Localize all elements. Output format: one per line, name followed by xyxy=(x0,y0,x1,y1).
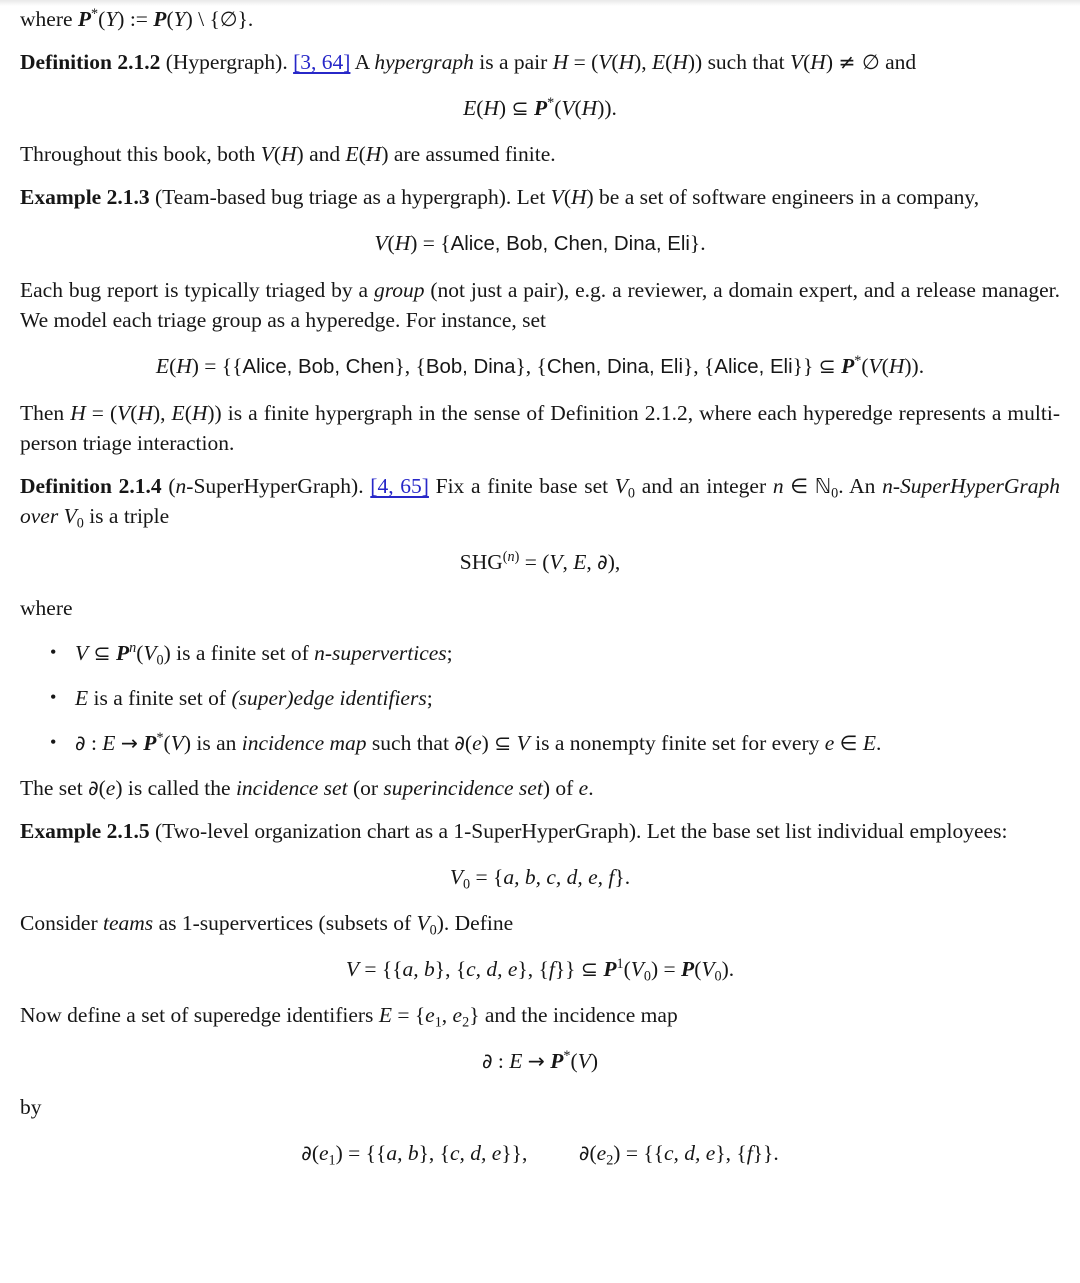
text-segment: e xyxy=(824,731,835,755)
text-segment: → xyxy=(120,731,138,755)
text-segment: = ( xyxy=(519,550,550,574)
text-segment: superincidence set xyxy=(383,776,543,800)
text-segment: V xyxy=(416,911,430,935)
citation-link[interactable]: [4, 65] xyxy=(370,474,429,498)
text-segment: Alice, Bob, Chen xyxy=(242,356,395,378)
text-segment: V xyxy=(701,957,715,981)
eq-base-set xyxy=(20,862,1060,892)
text-segment: ℕ xyxy=(814,474,832,498)
text-segment: such that xyxy=(366,731,455,755)
text-segment: ( xyxy=(98,7,106,31)
text-segment: 0 xyxy=(463,876,471,893)
eq-incidence-values xyxy=(20,1138,1060,1168)
bug-triage-para xyxy=(20,275,1060,335)
text-segment: H xyxy=(888,354,905,378)
text-segment: V xyxy=(614,474,628,498)
text-segment: E xyxy=(345,142,359,166)
text-segment: c, d, e xyxy=(663,1141,716,1165)
bullet-text xyxy=(75,686,433,710)
text-segment: (Team-based bug triage as a hypergraph). Let xyxy=(149,185,551,209)
definition-2-1-4 xyxy=(20,471,1060,531)
text-segment: P xyxy=(143,731,157,755)
text-segment: (or xyxy=(347,776,384,800)
text-segment: V xyxy=(345,957,359,981)
text-segment: ( xyxy=(574,96,582,120)
text-segment: ( xyxy=(166,7,174,31)
text-segment: Alice, Bob, Chen, Dina, Eli xyxy=(450,233,690,255)
text-segment: ( xyxy=(464,731,473,755)
text-segment: n-supervertices xyxy=(314,641,447,665)
text-segment: P xyxy=(550,1049,564,1073)
text-segment: E xyxy=(573,550,587,574)
text-segment: ) = { xyxy=(410,231,451,255)
text-segment: ). xyxy=(721,957,735,981)
text-segment: is a nonempty finite set for every xyxy=(529,731,825,755)
text-segment: n-SuperHyperGraph over xyxy=(20,474,1061,528)
text-segment: ⊆ xyxy=(818,354,836,378)
text-segment: E xyxy=(463,96,477,120)
text-segment: )) is a finite hypergraph in the sense of Definition 2.1.2, where each hyperedge represents a multi-person triage interaction. xyxy=(20,401,1060,455)
text-segment: 0 xyxy=(156,652,164,669)
text-segment: )). xyxy=(904,354,925,378)
text-segment: ) xyxy=(498,96,512,120)
text-segment: )). xyxy=(597,96,617,120)
text-segment: E xyxy=(378,1003,392,1027)
text-segment: 0 xyxy=(76,515,84,532)
definition-2-1-2 xyxy=(20,47,1060,77)
text-segment: ( xyxy=(130,401,138,425)
text-segment: H xyxy=(365,142,382,166)
text-segment: ( xyxy=(169,354,177,378)
bullet-incidence-map xyxy=(48,728,1060,758)
text-segment: ( xyxy=(358,142,366,166)
text-segment: ⊆ xyxy=(580,957,598,981)
eq-vertex-set xyxy=(20,228,1060,259)
text-segment: ( xyxy=(163,731,171,755)
text-segment: }, { xyxy=(394,354,426,378)
text-segment: V xyxy=(143,641,157,665)
text-segment: = {{ xyxy=(358,957,403,981)
text-segment: P xyxy=(153,7,167,31)
text-segment: V xyxy=(374,231,388,255)
text-segment: f xyxy=(746,1141,753,1165)
text-segment: 1 xyxy=(616,956,624,973)
text-segment: Bob, Dina xyxy=(425,356,516,378)
text-segment: ( xyxy=(161,474,176,498)
text-segment: V xyxy=(549,550,563,574)
text-segment: }}. xyxy=(752,1141,779,1165)
text-segment: ∂ xyxy=(88,776,99,800)
text-segment: , xyxy=(586,550,598,574)
text-segment: where xyxy=(20,7,78,31)
bullet-edge-identifiers xyxy=(48,683,1060,713)
text-segment: ∅ xyxy=(219,7,238,31)
text-segment: V xyxy=(170,731,184,755)
text-segment: ( xyxy=(623,957,631,981)
incidence-set-para xyxy=(20,773,1060,803)
text-segment: (super)edge identifiers xyxy=(231,686,427,710)
text-segment: ; xyxy=(426,686,433,710)
text-segment: ( xyxy=(881,354,889,378)
text-segment: Chen, Dina, Eli xyxy=(546,356,683,378)
text-segment: E xyxy=(171,401,185,425)
text-segment: ( xyxy=(861,354,869,378)
text-segment: (Hypergraph). xyxy=(160,50,294,74)
consider-teams-para xyxy=(20,908,1060,938)
text-segment: . xyxy=(588,776,594,800)
eq-shg-triple xyxy=(20,547,1060,577)
text-segment: ( xyxy=(98,776,106,800)
text-segment: V xyxy=(789,50,804,74)
text-segment: n xyxy=(507,549,515,566)
text-segment: ) is called the xyxy=(115,776,236,800)
citation-link[interactable]: [3, 64] xyxy=(293,50,351,74)
text-segment: E xyxy=(102,731,116,755)
text-segment: )) such that xyxy=(687,50,790,74)
text-segment: H xyxy=(618,50,635,74)
text-segment: . xyxy=(875,731,882,755)
text-segment: 0 xyxy=(627,485,636,502)
text-segment: . An xyxy=(838,474,883,498)
text-segment: ) := xyxy=(117,7,154,31)
text-segment: is a triple xyxy=(83,504,170,528)
text-segment: e xyxy=(105,776,116,800)
text-segment: ∈ xyxy=(790,474,809,498)
text-segment: V xyxy=(561,96,575,120)
text-segment: = { xyxy=(391,1003,426,1027)
text-segment: = ( xyxy=(85,401,118,425)
text-segment: n xyxy=(175,474,187,498)
bullet-icon: • xyxy=(50,687,57,707)
text-segment: ( xyxy=(665,50,673,74)
then-h-para xyxy=(20,398,1060,458)
text-segment: E xyxy=(652,50,666,74)
text-segment: -SuperHyperGraph). xyxy=(186,474,371,498)
text-segment: P xyxy=(603,957,617,981)
text-segment: Consider xyxy=(20,911,104,935)
text-segment: , xyxy=(562,550,574,574)
text-segment: e xyxy=(578,776,589,800)
text-segment: }. xyxy=(689,231,706,255)
text-segment: incidence set xyxy=(235,776,348,800)
text-segment: }} xyxy=(792,354,819,378)
text-segment: ( xyxy=(184,401,192,425)
text-segment: ( xyxy=(611,50,619,74)
text-segment: }, { xyxy=(515,354,547,378)
text-segment: ) of xyxy=(542,776,579,800)
eq-hyperedge-subset xyxy=(20,93,1060,123)
text-segment: ( xyxy=(803,50,811,74)
text-segment: * xyxy=(563,1048,571,1065)
text-segment: ∂ xyxy=(597,550,608,574)
text-segment: where xyxy=(20,596,73,620)
text-segment: ), xyxy=(607,550,621,574)
text-segment: Y xyxy=(105,7,118,31)
where-label xyxy=(20,593,1060,623)
text-segment: V xyxy=(75,641,89,665)
text-segment: ( xyxy=(694,957,702,981)
text-segment: ) xyxy=(481,731,495,755)
eq-incidence-map xyxy=(20,1046,1060,1076)
text-segment: E xyxy=(155,354,170,378)
text-segment: V xyxy=(117,401,131,425)
text-segment: }, { xyxy=(715,1141,747,1165)
text-segment: }, { xyxy=(517,957,549,981)
text-segment: ) = {{ xyxy=(191,354,243,378)
text-segment: ⊆ xyxy=(511,96,529,120)
text-segment: V xyxy=(449,865,464,889)
text-segment: H xyxy=(570,185,587,209)
text-segment: ( xyxy=(311,1141,319,1165)
text-segment: * xyxy=(547,95,555,112)
text-segment: (Two-level organization chart as a 1-SuperHyperGraph). Let the base set list individual employees: xyxy=(149,819,1008,843)
text-segment: ∂ xyxy=(75,731,86,755)
text-segment: ) xyxy=(825,50,839,74)
text-segment: SHG xyxy=(459,550,503,574)
text-segment: ( xyxy=(502,549,508,566)
text-segment: 0 xyxy=(429,922,437,939)
text-segment: Example 2.1.5 xyxy=(20,819,150,843)
text-segment: is a finite set of xyxy=(88,686,232,710)
text-segment: teams xyxy=(103,911,154,935)
text-segment: 0 xyxy=(831,485,839,502)
text-segment: Fix a finite base set xyxy=(428,474,615,498)
text-segment: and an integer xyxy=(635,474,773,498)
text-segment: V xyxy=(577,1049,591,1073)
text-segment: 0 xyxy=(714,968,722,985)
text-segment: H xyxy=(581,96,598,120)
text-segment: H xyxy=(552,50,569,74)
text-segment: ) xyxy=(514,549,520,566)
text-segment: Y xyxy=(173,7,186,31)
text-segment: E xyxy=(509,1049,523,1073)
text-segment: 1 xyxy=(328,1152,336,1169)
text-segment: ( xyxy=(273,142,281,166)
text-segment: 2 xyxy=(606,1152,614,1169)
text-segment: E xyxy=(862,731,876,755)
text-segment: e xyxy=(596,1141,607,1165)
text-segment: }}, xyxy=(501,1141,528,1165)
text-segment: ≠ ∅ xyxy=(838,50,880,74)
text-segment: }. xyxy=(614,865,631,889)
text-segment: }} xyxy=(554,957,581,981)
text-segment: c, d, e xyxy=(449,1141,502,1165)
text-segment: ) are assumed finite. xyxy=(381,142,556,166)
text-segment: Then xyxy=(20,401,71,425)
text-segment: ) \ { xyxy=(185,7,220,31)
text-segment: A xyxy=(350,50,375,74)
text-segment: Definition 2.1.4 xyxy=(20,474,162,498)
text-segment: H xyxy=(672,50,688,74)
text-segment: e xyxy=(319,1141,329,1165)
text-segment: 2 xyxy=(462,1014,470,1031)
text-segment: ⊆ xyxy=(93,641,111,665)
text-segment: ( xyxy=(476,96,484,120)
text-segment: ), xyxy=(152,401,172,425)
where-line xyxy=(20,4,1060,34)
text-segment: = { xyxy=(470,865,504,889)
text-segment: ), xyxy=(634,50,653,74)
bullet-supervertices xyxy=(48,638,1060,668)
text-segment: ) is a finite set of xyxy=(163,641,315,665)
text-segment: e xyxy=(425,1003,435,1027)
text-segment: ) = {{ xyxy=(613,1141,664,1165)
text-segment: H xyxy=(810,50,826,74)
text-segment: V xyxy=(260,142,274,166)
bullet-icon: • xyxy=(50,642,57,662)
text-segment: H xyxy=(281,142,297,166)
text-segment: P xyxy=(116,641,130,665)
text-segment: : xyxy=(85,731,103,755)
text-segment: group xyxy=(373,278,425,302)
text-segment: V xyxy=(630,957,644,981)
example-2-1-5 xyxy=(20,816,1060,846)
text-segment: as 1-supervertices (subsets of xyxy=(153,911,417,935)
text-segment: ∂ xyxy=(481,1049,493,1073)
text-segment: ( xyxy=(387,231,395,255)
text-segment: ∈ xyxy=(839,731,858,755)
text-segment: (not just a pair), e.g. a reviewer, a domain expert, and a release manager. We model each triage group as a hyperedge. For instance, set xyxy=(20,278,1060,332)
text-segment: 1 xyxy=(434,1014,442,1031)
text-segment: Alice, Eli xyxy=(714,356,793,378)
text-segment: ( xyxy=(554,96,562,120)
text-segment: incidence map xyxy=(241,731,367,755)
text-segment: V xyxy=(598,50,612,74)
eq-hyperedge-set xyxy=(20,351,1060,382)
text-segment: a, b xyxy=(386,1141,419,1165)
text-segment: Each bug report is typically triaged by a xyxy=(20,278,374,302)
text-segment: → xyxy=(527,1049,545,1073)
text-segment: ( xyxy=(563,185,571,209)
text-segment: * xyxy=(156,730,164,747)
text-segment: Throughout this book, both xyxy=(20,142,261,166)
text-segment: H xyxy=(191,401,208,425)
bullet-icon: • xyxy=(50,732,57,752)
text-segment: hypergraph xyxy=(374,50,474,74)
text-segment: n xyxy=(129,640,137,657)
text-segment: ) and xyxy=(296,142,346,166)
text-segment: c, d, e xyxy=(466,957,518,981)
text-segment: ) xyxy=(590,1049,598,1073)
bullet-text xyxy=(75,731,881,755)
text-segment: V xyxy=(550,185,564,209)
text-segment: Definition 2.1.2 xyxy=(20,50,161,74)
text-segment: * xyxy=(854,353,862,370)
text-segment: }, { xyxy=(434,957,467,981)
text-segment: E xyxy=(75,686,89,710)
text-segment: }, { xyxy=(418,1141,450,1165)
text-segment: a, b xyxy=(402,957,435,981)
text-segment: P xyxy=(681,957,695,981)
bullet-text xyxy=(75,640,453,669)
text-segment: ∂ xyxy=(301,1141,312,1165)
text-segment: ) be a set of software engineers in a company, xyxy=(586,185,980,209)
text-segment: V xyxy=(516,731,530,755)
text-segment xyxy=(808,474,815,498)
text-segment: ∂ xyxy=(578,1141,590,1165)
text-segment: }, { xyxy=(682,354,715,378)
text-segment: is a pair xyxy=(473,50,553,74)
text-segment: ( xyxy=(136,641,144,665)
text-segment: V xyxy=(63,504,77,528)
text-segment: : xyxy=(492,1049,510,1073)
text-segment: e xyxy=(452,1003,463,1027)
text-segment: ( xyxy=(570,1049,578,1073)
text-segment: ; xyxy=(446,641,453,665)
text-segment: Now define a set of superedge identifiers xyxy=(20,1003,379,1027)
text-segment: a, b, c, d, e, f xyxy=(503,865,615,889)
text-segment: = ( xyxy=(568,50,599,74)
text-segment: ( xyxy=(589,1141,597,1165)
text-segment: ) = xyxy=(651,957,682,981)
text-segment: P xyxy=(533,96,548,120)
text-segment: ⊆ xyxy=(494,731,512,755)
text-segment: P xyxy=(77,7,92,31)
text-segment: e xyxy=(472,731,482,755)
text-segment: and xyxy=(879,50,917,74)
by-label xyxy=(20,1092,1060,1122)
now-define-para xyxy=(20,1000,1060,1030)
text-segment: } and the incidence map xyxy=(469,1003,678,1027)
text-segment: 0 xyxy=(643,968,651,985)
text-segment: * xyxy=(91,6,99,23)
text-segment: ∂ xyxy=(454,731,465,755)
throughout-note xyxy=(20,139,1060,169)
text-segment: H xyxy=(70,401,86,425)
text-segment: ). Define xyxy=(436,911,514,935)
eq-supervertex-set xyxy=(20,954,1060,984)
text-segment: , xyxy=(441,1003,453,1027)
text-segment: ) = {{ xyxy=(335,1141,387,1165)
text-segment: The set xyxy=(20,776,89,800)
text-segment: H xyxy=(394,231,411,255)
text-segment: n xyxy=(772,474,784,498)
text-segment: }. xyxy=(237,7,254,31)
text-segment: f xyxy=(548,957,555,981)
text-segment: ) is an xyxy=(183,731,242,755)
text-segment: V xyxy=(868,354,882,378)
example-2-1-3 xyxy=(20,182,1060,212)
text-segment: H xyxy=(176,354,192,378)
text-segment: Example 2.1.3 xyxy=(20,185,150,209)
text-segment: by xyxy=(20,1095,42,1119)
text-segment: H xyxy=(483,96,499,120)
text-segment: H xyxy=(137,401,153,425)
text-segment: P xyxy=(841,354,855,378)
